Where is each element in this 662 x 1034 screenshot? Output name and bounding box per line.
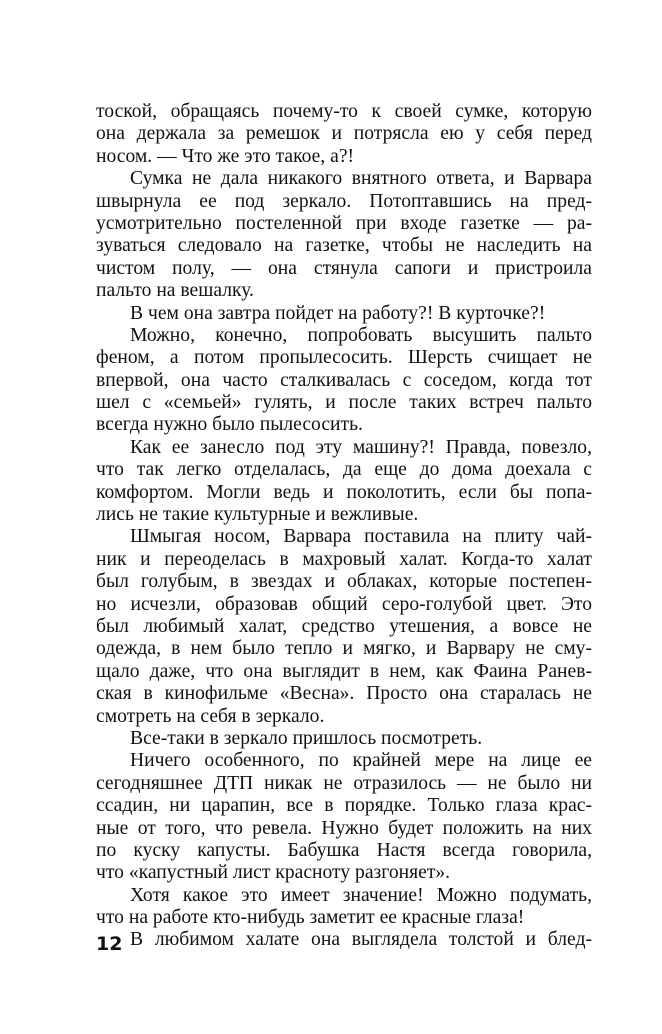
text-line: что «капустный лист красноту разгоняет». <box>96 862 451 884</box>
text-line: но исчезли, образовав общий серо-голубой цвет. Это <box>96 593 592 615</box>
text-line: был голубым, в звездах и облаках, которые постепен- <box>96 571 592 593</box>
text-line: чистом полу, — она стянула сапоги и пристроила <box>96 257 592 279</box>
text-line: она держала за ремешок и потрясла ею у себя перед <box>96 123 592 145</box>
text-line: пальто на вешалку. <box>96 280 254 302</box>
text-line: носом. — Что же это такое, а?! <box>96 145 355 167</box>
text-line: всегда нужно было пылесосить. <box>96 414 363 436</box>
text-line: по куску капусты. Бабушка Настя всегда говорила, <box>96 839 592 861</box>
text-line: Шмыгая носом, Варвара поставила на плиту чай- <box>130 526 592 548</box>
text-line: Все-таки в зеркало пришлось посмотреть. <box>130 727 483 749</box>
text-line: был любимый халат, средство утешения, а вовсе не <box>96 615 592 637</box>
text-line: лись не такие культурные и вежливые. <box>96 504 419 526</box>
text-line: что на работе кто-нибудь заметит ее красные глаза! <box>96 907 525 929</box>
text-line: ссадин, ни царапин, все в порядке. Только глаза крас- <box>96 795 592 817</box>
text-line: швырнула ее под зеркало. Потоптавшись на пред- <box>96 190 592 212</box>
text-line: Сумка не дала никакого внятного ответа, и Варвара <box>130 168 592 190</box>
text-line: феном, а потом пропылесосить. Шерсть счищает не <box>96 347 592 369</box>
text-line: смотреть на себя в зеркало. <box>96 705 325 727</box>
text-line: Можно, конечно, попробовать высушить пальто <box>130 324 592 346</box>
text-line: зуваться следовало на газетке, чтобы не наследить на <box>96 235 592 257</box>
text-line: Хотя какое это имеет значение! Можно подумать, <box>130 884 592 906</box>
text-line: сегодняшнее ДТП никак не отразилось — не было ни <box>96 772 592 794</box>
text-line: что так легко отделалась, да еще до дома доехала с <box>96 459 592 481</box>
text-line: комфортом. Могли ведь и поколотить, если бы попа- <box>96 481 592 503</box>
text-line: усмотрительно постеленной при входе газетке — ра- <box>96 212 592 234</box>
text-line: ные от того, что ревела. Нужно будет положить на них <box>96 817 592 839</box>
text-line: В чем она завтра пойдет на работу?! В курточке?! <box>130 302 546 324</box>
text-line: щало даже, что она выглядит в нем, как Фаина Ранев- <box>96 660 592 682</box>
text-line: впервой, она часто сталкивалась с соседом, когда тот <box>96 369 592 391</box>
page-number: 12 <box>96 933 123 955</box>
text-line: В любимом халате она выглядела толстой и блед- <box>130 929 592 951</box>
text-line: шел с «семьей» гулять, и после таких встреч пальто <box>96 392 592 414</box>
text-line: Как ее занесло под эту машину?! Правда, повезло, <box>130 436 592 458</box>
text-line: Ничего особенного, по крайней мере на лице ее <box>130 750 592 772</box>
text-line: одежда, в нем было тепло и мягко, и Варвару не сму- <box>96 638 592 660</box>
body-text <box>96 101 592 952</box>
text-line: ская в кинофильме «Весна». Просто она старалась не <box>96 683 592 705</box>
text-line: ник и переоделась в махровый халат. Когда-то халат <box>96 548 592 570</box>
text-line: тоской, обращаясь почему-то к своей сумке, которую <box>96 101 592 122</box>
